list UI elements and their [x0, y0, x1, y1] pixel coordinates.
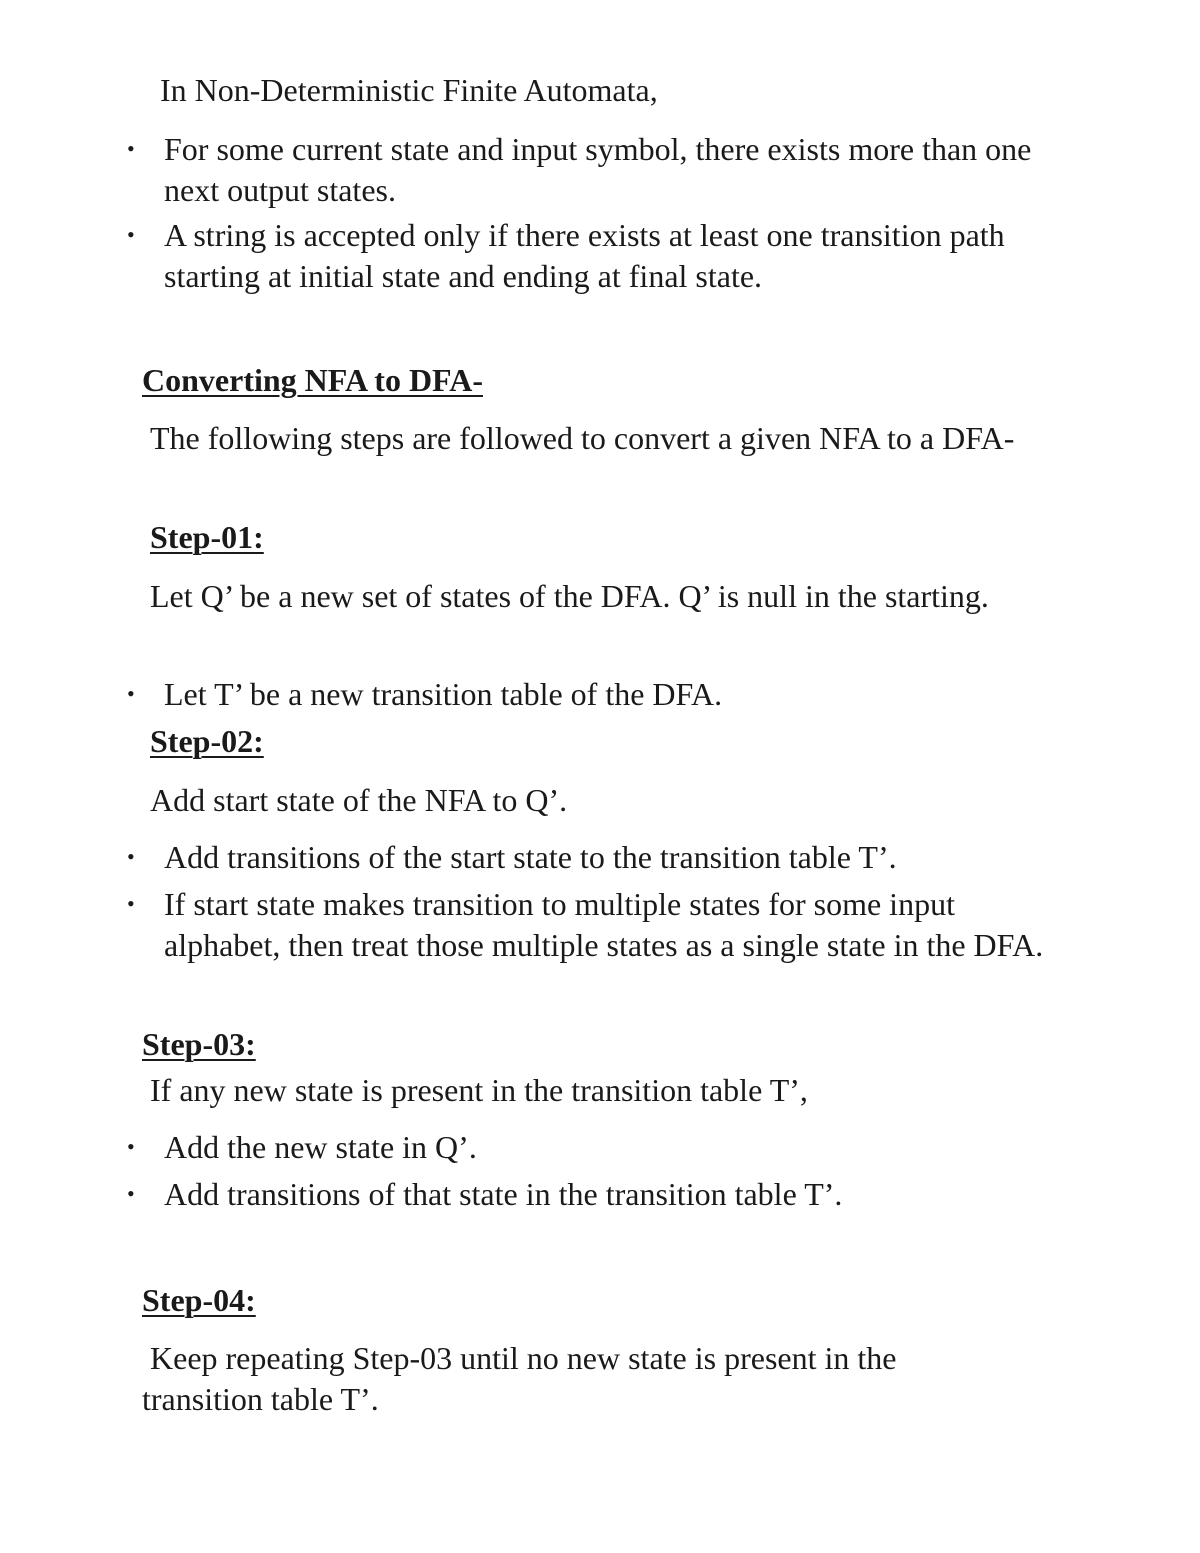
bullet-marker: •: [127, 844, 135, 869]
step-04-heading: Step-04:: [142, 1282, 256, 1318]
section-title: Converting NFA to DFA-: [142, 362, 483, 398]
bullet-marker: •: [127, 891, 135, 916]
step-02-bullet-1: Add transitions of the start state to the transition table T’.: [164, 839, 897, 875]
bullet-marker: •: [127, 222, 135, 247]
step-02-text: Add start state of the NFA to Q’.: [150, 782, 568, 818]
step-01-bullet-1: Let T’ be a new transition table of the DFA.: [164, 676, 723, 712]
step-04-text: Keep repeating Step-03 until no new state is present in the transition table T’.: [142, 1340, 897, 1417]
intro-lead: In Non-Deterministic Finite Automata,: [160, 72, 658, 108]
step-02-bullet-2: If start state makes transition to multiple states for some input alphabet, then treat those multiple states as a single state in the DFA.: [164, 886, 1044, 963]
bullet-marker: •: [127, 1181, 135, 1206]
step-01-heading: Step-01:: [150, 519, 264, 555]
step-01-text: Let Q’ be a new set of states of the DFA. Q’ is null in the starting.: [150, 578, 989, 614]
step-03-bullet-1: Add the new state in Q’.: [164, 1129, 477, 1165]
bullet-marker: •: [127, 681, 135, 706]
section-description: The following steps are followed to convert a given NFA to a DFA-: [150, 420, 1015, 456]
step-03-heading: Step-03:: [142, 1026, 256, 1062]
bullet-marker: •: [127, 1134, 135, 1159]
intro-bullet-1: For some current state and input symbol, there exists more than one next output states.: [164, 131, 1032, 208]
bullet-marker: •: [127, 136, 135, 161]
step-03-text: If any new state is present in the transition table T’,: [150, 1072, 808, 1108]
intro-bullet-2: A string is accepted only if there exists at least one transition path starting at initial state and ending at final state.: [164, 217, 1005, 294]
step-03-bullet-2: Add transitions of that state in the transition table T’.: [164, 1176, 843, 1212]
step-02-heading: Step-02:: [150, 723, 264, 759]
